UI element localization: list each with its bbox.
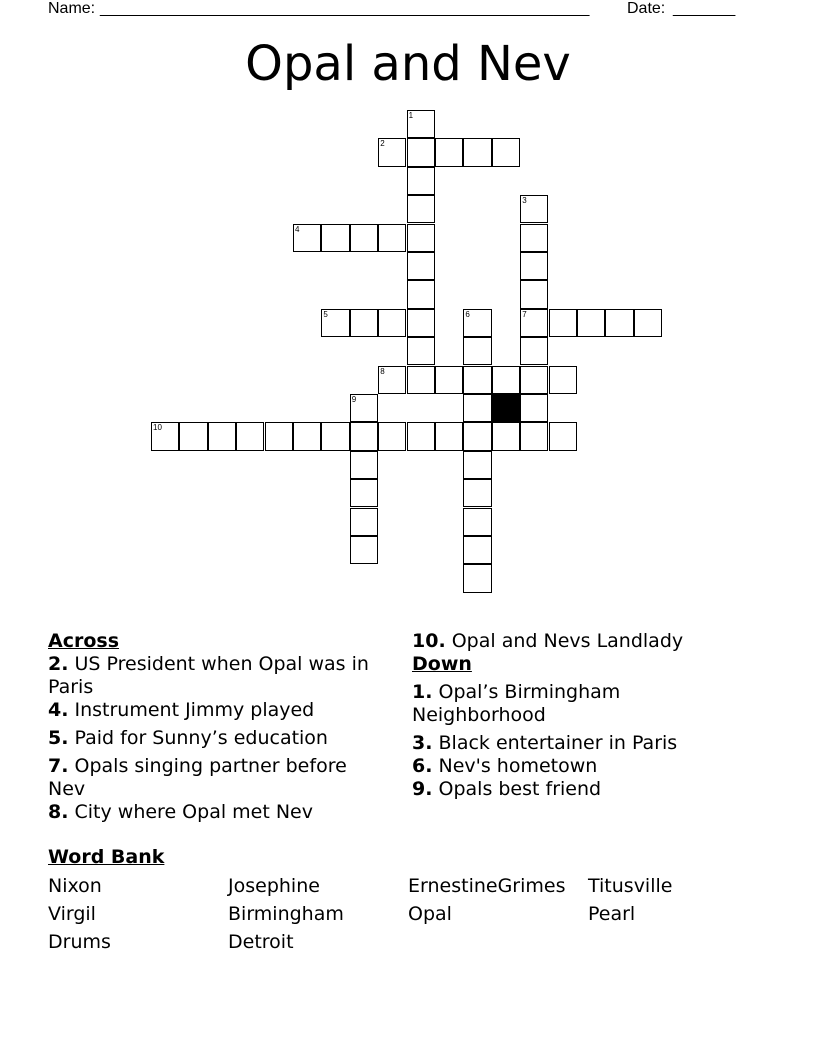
date-field[interactable]: _______ [673, 0, 736, 17]
crossword-cell[interactable] [407, 422, 435, 450]
crossword-cell[interactable] [378, 366, 406, 394]
crossword-cell[interactable] [378, 422, 406, 450]
crossword-cell[interactable] [378, 138, 406, 166]
crossword-cell[interactable] [520, 280, 548, 308]
word-bank-item: Titusville [588, 875, 673, 897]
crossword-cell[interactable] [293, 224, 321, 252]
crossword-cell[interactable] [492, 366, 520, 394]
crossword-cell[interactable] [520, 195, 548, 223]
clue-column-right [412, 630, 752, 801]
crossword-cell[interactable] [321, 224, 349, 252]
crossword-cell[interactable] [151, 422, 179, 450]
across-clue-7 [48, 755, 388, 801]
crossword-cell[interactable] [463, 508, 491, 536]
clue-number: 10. [412, 630, 446, 652]
word-bank-item: Pearl [588, 903, 636, 925]
down-clue-1 [412, 681, 752, 727]
crossword-black-cell [492, 394, 520, 422]
word-bank-item: Birmingham [228, 903, 344, 925]
cell-number: 5 [323, 309, 328, 319]
header [48, 0, 748, 20]
word-bank-item: Detroit [228, 931, 294, 953]
name-label: Name: [48, 0, 96, 17]
word-bank-item: Drums [48, 931, 111, 953]
crossword-cell[interactable] [605, 309, 633, 337]
crossword-cell[interactable] [520, 422, 548, 450]
across-clue-5 [48, 727, 388, 750]
crossword-cell[interactable] [634, 309, 662, 337]
clue-text: US President when Opal was in Paris [48, 653, 369, 698]
clue-number: 7. [48, 755, 69, 777]
crossword-cell[interactable] [407, 167, 435, 195]
crossword-cell[interactable] [321, 309, 349, 337]
crossword-cell[interactable] [577, 309, 605, 337]
crossword-cell[interactable] [520, 224, 548, 252]
crossword-cell[interactable] [463, 337, 491, 365]
crossword-cell[interactable] [350, 536, 378, 564]
down-heading: Down [412, 653, 472, 675]
word-bank-heading: Word Bank [48, 846, 165, 868]
across-heading: Across [48, 630, 120, 652]
clue-text: Nev's hometown [438, 755, 598, 777]
crossword-cell[interactable] [463, 564, 491, 592]
crossword-cell[interactable] [350, 479, 378, 507]
clue-text: Opal’s Birmingham Neighborhood [412, 681, 621, 726]
crossword-cell[interactable] [236, 422, 264, 450]
cell-number: 2 [380, 139, 385, 149]
crossword-cell[interactable] [407, 280, 435, 308]
clue-number: 2. [48, 653, 69, 675]
date-label: Date: [627, 0, 666, 17]
clue-number: 9. [412, 778, 433, 800]
crossword-cell[interactable] [293, 422, 321, 450]
crossword-cell[interactable] [463, 479, 491, 507]
crossword-cell[interactable] [350, 224, 378, 252]
word-bank-item: Nixon [48, 875, 102, 897]
down-clue-9 [412, 778, 752, 801]
crossword-cell[interactable] [520, 252, 548, 280]
crossword-cell[interactable] [463, 394, 491, 422]
cell-number: 9 [351, 395, 357, 404]
word-bank-item: Virgil [48, 903, 96, 925]
crossword-cell[interactable] [350, 309, 378, 337]
clue-number: 4. [48, 699, 69, 721]
clue-number: 1. [412, 681, 433, 703]
crossword-cell[interactable] [350, 508, 378, 536]
crossword-cell[interactable] [350, 422, 378, 450]
clue-text: Black entertainer in Paris [438, 732, 678, 754]
across-clue-2 [48, 653, 388, 699]
clue-text: Opals singing partner before Nev [48, 755, 347, 800]
cell-number: 7 [522, 309, 527, 319]
crossword-cell[interactable] [350, 394, 378, 422]
crossword-cell[interactable] [407, 252, 435, 280]
crossword-cell[interactable] [492, 422, 520, 450]
crossword-cell[interactable] [435, 366, 463, 394]
crossword-cell[interactable] [463, 138, 491, 166]
cell-number: 4 [295, 224, 300, 234]
crossword-cell[interactable] [549, 366, 577, 394]
across-clue-8 [48, 801, 388, 824]
clue-number: 6. [412, 755, 433, 777]
clue-text: Paid for Sunny’s education [74, 727, 328, 749]
crossword-cell[interactable] [407, 224, 435, 252]
crossword-cell[interactable] [179, 422, 207, 450]
clue-number: 8. [48, 801, 69, 823]
word-bank-item: ErnestineGrimes [408, 875, 566, 897]
clue-text: Instrument Jimmy played [74, 699, 315, 721]
crossword-cell[interactable] [492, 138, 520, 166]
crossword-cell[interactable] [407, 309, 435, 337]
cell-number: 3 [522, 196, 527, 206]
clue-number: 3. [412, 732, 433, 754]
name-field[interactable]: _______________________________________________________ [100, 0, 590, 17]
crossword-cell[interactable] [378, 224, 406, 252]
crossword-cell[interactable] [463, 536, 491, 564]
crossword-cell[interactable] [407, 195, 435, 223]
crossword-cell[interactable] [520, 309, 548, 337]
crossword-cell[interactable] [520, 366, 548, 394]
crossword-cell[interactable] [407, 110, 435, 138]
crossword-cell[interactable] [407, 138, 435, 166]
page-title: Opal and Nev [245, 36, 571, 92]
crossword-cell[interactable] [549, 422, 577, 450]
word-bank-item: Josephine [228, 875, 320, 897]
across-clue-4 [48, 699, 388, 722]
cell-number: 1 [408, 111, 414, 120]
crossword-cell[interactable] [265, 422, 293, 450]
clue-text: City where Opal met Nev [74, 801, 313, 823]
crossword-cell[interactable] [463, 422, 491, 450]
across-clue-10 [412, 630, 752, 653]
clue-number: 5. [48, 727, 69, 749]
crossword-cell[interactable] [378, 309, 406, 337]
crossword-cell[interactable] [520, 337, 548, 365]
crossword-cell[interactable] [208, 422, 236, 450]
crossword-cell[interactable] [321, 422, 349, 450]
cell-number: 10 [153, 423, 162, 433]
crossword-cell[interactable] [407, 337, 435, 365]
cell-number: 8 [380, 366, 385, 376]
crossword-cell[interactable] [463, 451, 491, 479]
crossword-cell[interactable] [350, 451, 378, 479]
crossword-cell[interactable] [463, 309, 491, 337]
word-bank-item: Opal [408, 903, 452, 925]
crossword-cell[interactable] [407, 366, 435, 394]
crossword-cell[interactable] [549, 309, 577, 337]
cell-number: 6 [465, 309, 470, 319]
clue-text: Opal and Nevs Landlady [451, 630, 684, 652]
down-clue-6 [412, 755, 752, 778]
crossword-cell[interactable] [463, 366, 491, 394]
crossword-cell[interactable] [435, 422, 463, 450]
down-clue-3 [412, 732, 752, 755]
crossword-cell[interactable] [435, 138, 463, 166]
crossword-cell[interactable] [520, 394, 548, 422]
clue-column-left [48, 630, 388, 824]
clue-text: Opals best friend [438, 778, 602, 800]
